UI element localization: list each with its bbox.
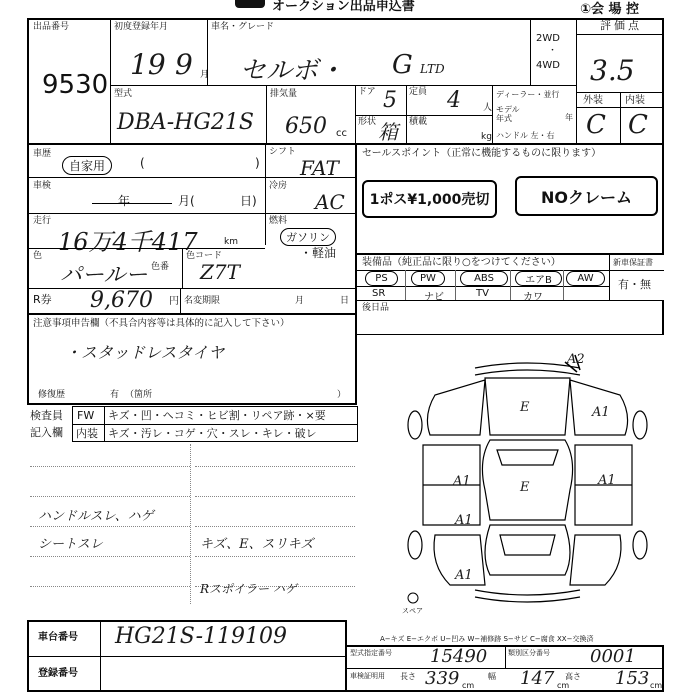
drive-sep: ・ bbox=[548, 46, 558, 56]
mark-a1-mid: A1 bbox=[455, 513, 473, 528]
mark-e-roof: E bbox=[520, 480, 530, 495]
repair-close: ） bbox=[337, 390, 347, 400]
body-shape-label: 形状 bbox=[358, 117, 377, 127]
height-value: 153 bbox=[615, 668, 650, 689]
equip-leather: カワ bbox=[523, 292, 543, 303]
history-paren-close: ) bbox=[255, 156, 260, 170]
model-name-value: セルボ・ bbox=[240, 56, 345, 86]
reg-number-label: 登録番号 bbox=[38, 668, 78, 679]
doors-label: ドア bbox=[358, 87, 376, 97]
displacement-unit: cc bbox=[336, 128, 347, 139]
class-value: 0001 bbox=[590, 646, 636, 667]
length-unit: cm bbox=[462, 681, 475, 690]
model-year-unit: 年 bbox=[565, 113, 573, 122]
recycle-label: R券 bbox=[33, 293, 52, 306]
name-change-month: 月 bbox=[295, 296, 305, 306]
width-label: 幅 bbox=[488, 672, 496, 681]
header-title: オークション出品申込書 bbox=[272, 0, 415, 14]
capacity-value: 4 bbox=[447, 88, 461, 113]
history-value: 自家用 bbox=[62, 156, 112, 175]
displacement-value: 650 bbox=[285, 114, 327, 139]
load-label: 積載 bbox=[409, 117, 428, 127]
recycle-value: 9,670 bbox=[90, 288, 153, 313]
color-value: パールー bbox=[60, 263, 148, 288]
color-code-label: 色番 bbox=[151, 262, 170, 272]
recycle-unit: 円 bbox=[169, 296, 179, 307]
sales-point-2: NOクレーム bbox=[515, 176, 658, 216]
mark-bottom: スペア bbox=[402, 607, 423, 615]
shift-value: FAT bbox=[300, 156, 339, 180]
interior-score: C bbox=[628, 110, 648, 140]
chassis-value: HG21S-119109 bbox=[115, 624, 288, 649]
color-label: 色 bbox=[33, 251, 43, 261]
sales-label: セールスポイント（正常に機能するものに限ります） bbox=[362, 148, 602, 159]
model-year-label: モデル年式 bbox=[496, 105, 520, 123]
equip-sr: SR bbox=[372, 288, 386, 299]
equip-navi: ナビ bbox=[424, 292, 444, 303]
displacement-label: 排気量 bbox=[270, 89, 298, 99]
height-label: 高さ bbox=[565, 672, 581, 681]
inspection-month-unit: 月( bbox=[178, 194, 195, 208]
dealer-label: ディーラー・並行 bbox=[496, 90, 560, 99]
score-value: 3.5 bbox=[590, 54, 635, 87]
inspector-label: 検査員 bbox=[30, 409, 63, 422]
mileage-unit: km bbox=[224, 237, 238, 247]
equip-pw: PW bbox=[411, 271, 445, 286]
inspector-sub: 記入欄 bbox=[30, 426, 63, 439]
handle-label: ハンドル 左・右 bbox=[496, 131, 555, 140]
color-card-label: 色コード bbox=[186, 251, 223, 261]
inspector-row1: キズ・凹・ヘコミ・ヒビ割・リペア跡・×要 bbox=[108, 409, 326, 422]
delivery-label: 後日品 bbox=[362, 303, 390, 313]
body-shape-value: 箱 bbox=[378, 120, 398, 144]
inspector-fw: FW bbox=[77, 409, 95, 422]
name-change-day: 日 bbox=[340, 296, 350, 306]
mark-a1-low: A1 bbox=[455, 568, 473, 583]
model-code-value: DBA-HG21S bbox=[117, 110, 254, 135]
score-label: 評価点 bbox=[600, 19, 642, 32]
ac-value: AC bbox=[315, 190, 345, 214]
model-spec-label: 型式指定番号 bbox=[350, 649, 392, 657]
capacity-unit: 人 bbox=[483, 103, 493, 113]
shift-label: シフト bbox=[269, 147, 297, 157]
drive-4wd: 4WD bbox=[536, 60, 560, 71]
remark-line-3: キズ、E、スリキズ bbox=[200, 537, 314, 552]
mark-e-hood: E bbox=[520, 400, 530, 415]
model-code-label: 型式 bbox=[114, 89, 133, 99]
equip-aw: AW bbox=[566, 271, 605, 286]
repair-value: 有 bbox=[110, 390, 120, 400]
model-grade: G bbox=[392, 50, 413, 80]
history-paren: ( bbox=[140, 156, 145, 170]
mark-a1-left: A1 bbox=[453, 474, 471, 489]
mark-a2: A2 bbox=[567, 352, 585, 367]
remark-line-1: ハンドルスレ、ハゲ bbox=[38, 509, 154, 524]
mileage-value: 16万4千417 bbox=[58, 228, 198, 256]
inspector-row2: キズ・汚レ・コゲ・穴・スレ・キレ・破レ bbox=[108, 427, 317, 440]
inspection-day-unit: 日) bbox=[240, 194, 257, 208]
chassis-label: 車台番号 bbox=[38, 632, 78, 643]
registration-month: 9 bbox=[175, 48, 193, 81]
venue-copy-label: ①会 場 控 bbox=[580, 2, 640, 17]
equip-tv: TV bbox=[476, 288, 489, 299]
equip-ps: PS bbox=[365, 271, 398, 286]
mark-a1-side: A1 bbox=[598, 473, 616, 488]
inspection-strike bbox=[92, 203, 172, 204]
doors-value: 5 bbox=[383, 88, 397, 113]
remark-line-2: シートスレ bbox=[38, 537, 103, 552]
fuel-label: 燃料 bbox=[269, 216, 288, 226]
width-value: 147 bbox=[520, 668, 555, 689]
damage-legend: A−キズ E−エクボ U−凹み W−補修跡 S−サビ C−腐食 XX−交換済 bbox=[380, 635, 594, 643]
equip-airbag: エアB bbox=[515, 271, 562, 286]
warranty-value: 有・無 bbox=[618, 278, 651, 291]
dims-label: 車検証明用 bbox=[350, 672, 385, 680]
fuel-diesel: ・軽油 bbox=[300, 246, 337, 260]
equip-abs: ABS bbox=[460, 271, 508, 286]
ac-label: 冷房 bbox=[269, 181, 288, 191]
class-label: 類別区分番号 bbox=[508, 649, 550, 657]
mileage-label: 走行 bbox=[33, 216, 52, 226]
equipment-label: 装備品（純正品に限り○をつけてください） bbox=[362, 257, 561, 268]
sales-point-1: 1ポス¥1,000売切 bbox=[362, 180, 497, 218]
lot-number-label: 出品番号 bbox=[33, 22, 70, 32]
exterior-score: C bbox=[586, 110, 606, 140]
exterior-label: 外装 bbox=[583, 95, 603, 106]
interior-label: 内装 bbox=[625, 95, 645, 106]
length-label: 長さ bbox=[400, 672, 416, 681]
color-card-value: Z7T bbox=[200, 260, 240, 284]
registration-month-unit: 月 bbox=[200, 70, 210, 80]
notes-label: 注意事項申告欄（不具合内容等は具体的に記入して下さい） bbox=[33, 318, 290, 329]
drive-2wd: 2WD bbox=[536, 33, 560, 44]
inspection-year-unit: 年 bbox=[118, 194, 131, 208]
model-name-label: 車名・グレード bbox=[211, 22, 275, 32]
model-spec-value: 15490 bbox=[430, 646, 488, 667]
warranty-label: 新車保証書 bbox=[613, 258, 653, 267]
registration-year: 19 bbox=[130, 48, 166, 81]
inspector-naisou: 内装 bbox=[76, 427, 98, 440]
mark-a1-right: A1 bbox=[592, 405, 610, 420]
width-unit: cm bbox=[557, 681, 570, 690]
load-unit: kg bbox=[481, 132, 492, 142]
lot-number-value: 9530 bbox=[42, 70, 109, 100]
repair-label: 修復歴 bbox=[38, 390, 66, 400]
model-grade-suffix: LTD bbox=[420, 62, 445, 76]
history-label: 車歴 bbox=[33, 149, 52, 159]
remark-line-4: Rスポイラー ハゲ bbox=[200, 582, 297, 596]
capacity-label: 定員 bbox=[409, 87, 428, 97]
inspection-label: 車検 bbox=[33, 181, 52, 191]
registration-label: 初度登録年月 bbox=[114, 22, 169, 32]
length-value: 339 bbox=[425, 668, 460, 689]
repair-place: （箇所 bbox=[125, 390, 153, 400]
name-change-label: 名変期限 bbox=[184, 296, 221, 306]
height-unit: cm bbox=[650, 681, 663, 690]
header-logo bbox=[235, 0, 265, 8]
notes-text: ・スタッドレスタイヤ bbox=[65, 343, 225, 362]
fuel-gasoline: ガソリン bbox=[280, 228, 336, 246]
